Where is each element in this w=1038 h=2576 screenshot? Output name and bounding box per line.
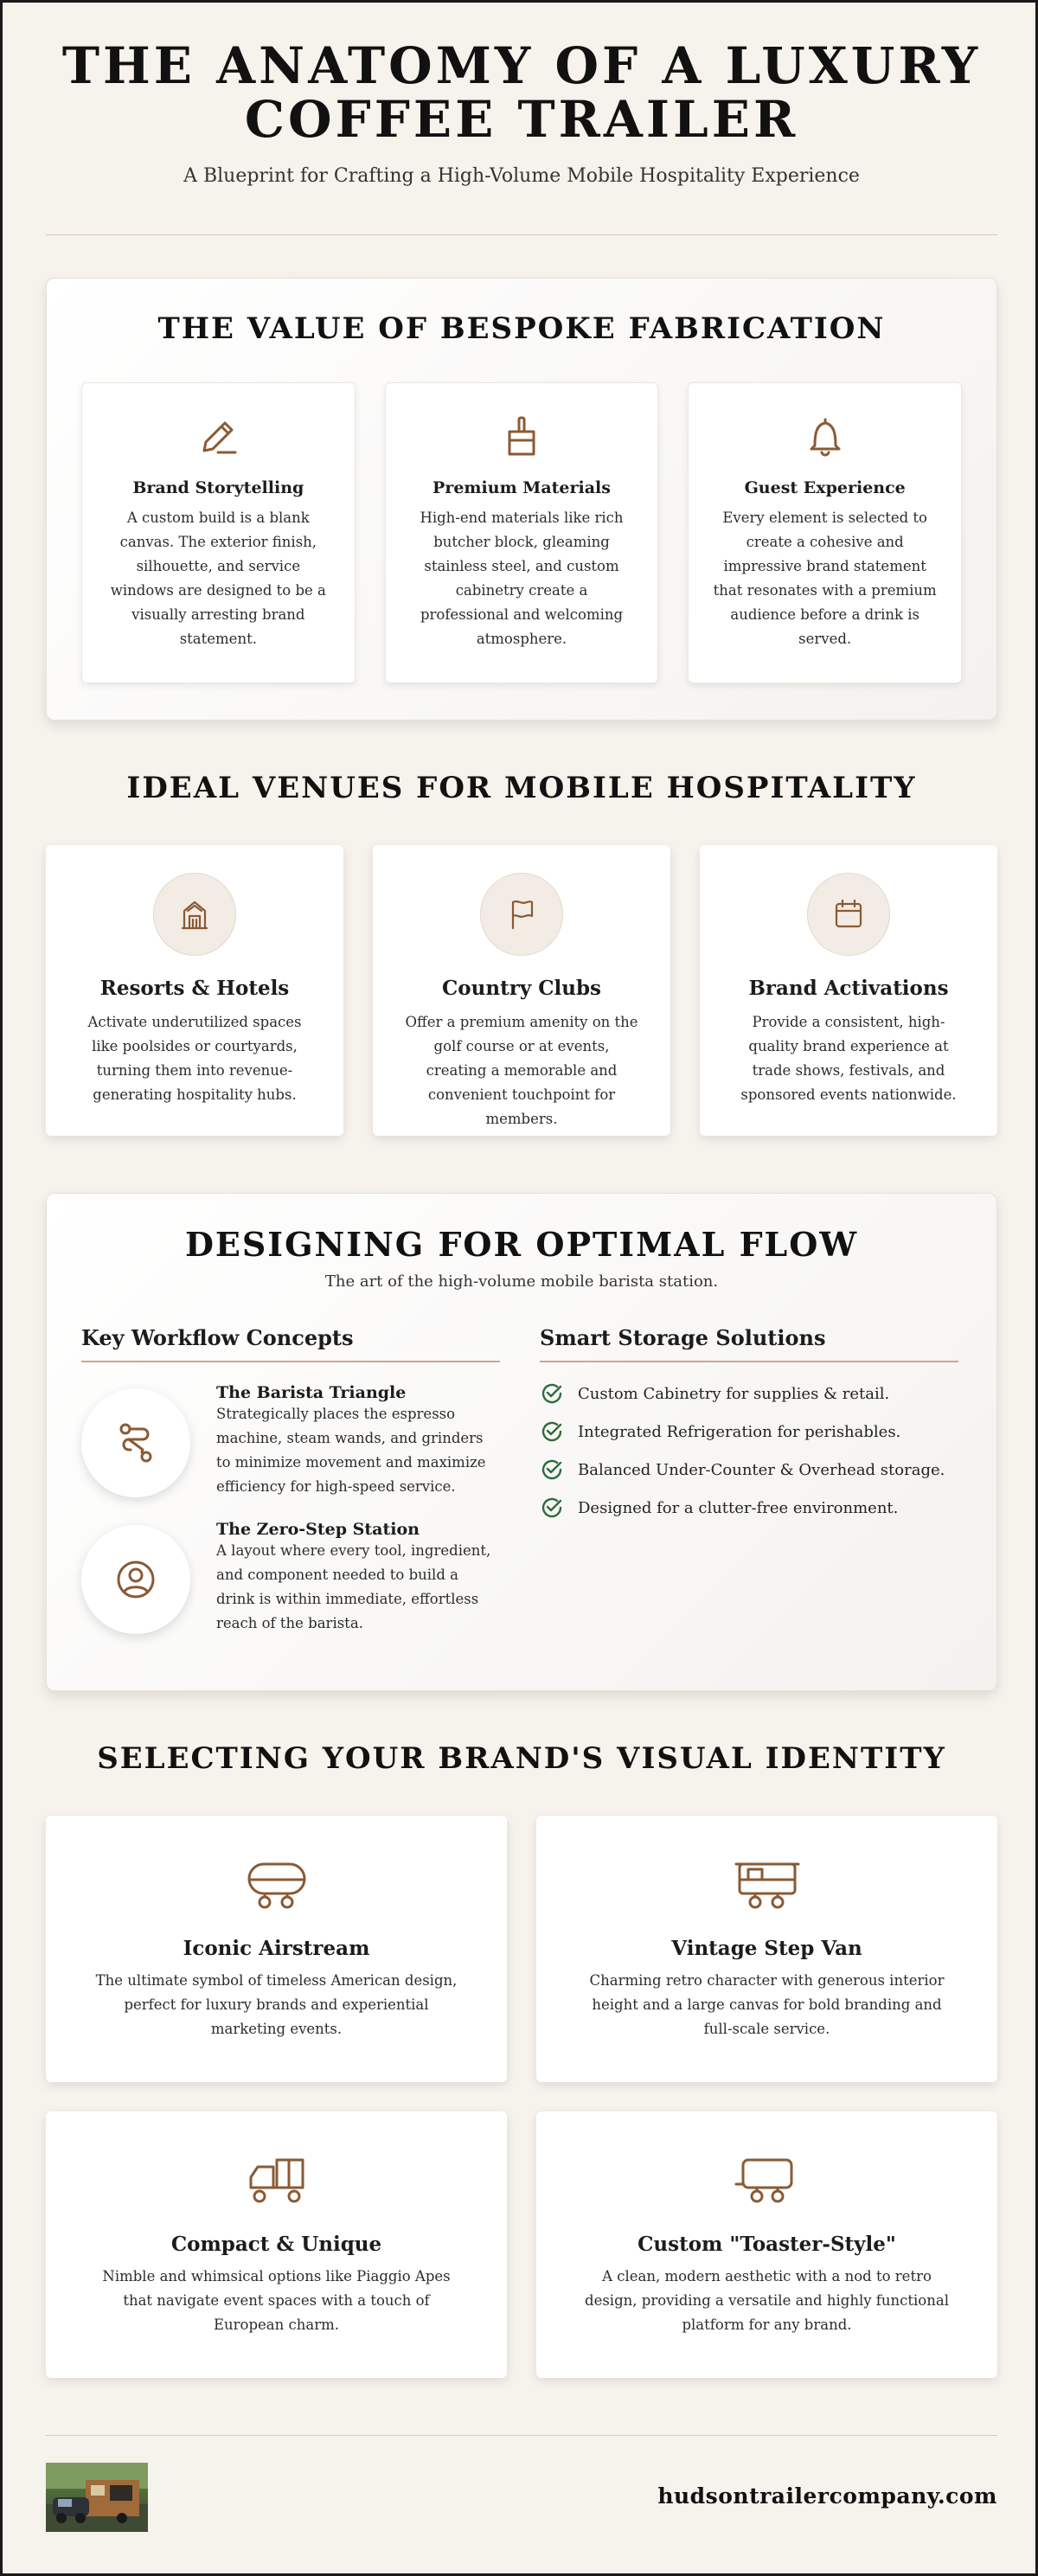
- concept-zero-step-station: [81, 1520, 500, 1636]
- check-circle-icon: [540, 1458, 564, 1482]
- card-title: Brand Storytelling: [132, 478, 304, 497]
- identity-section: [46, 1816, 997, 2378]
- flow-subtitle: The art of the high-volume mobile barista station.: [324, 1272, 719, 1291]
- toaster-trailer-icon: [734, 2195, 800, 2212]
- venues-section: [46, 845, 997, 1136]
- step-van-icon: [734, 1900, 800, 1916]
- identity-card-compact-unique: [46, 2111, 507, 2378]
- check-circle-icon: [540, 1496, 564, 1520]
- storage-heading: Smart Storage Solutions: [540, 1325, 958, 1362]
- identity-card-step-van: [536, 1816, 997, 2082]
- page-title: THE ANATOMY OF A LUXURY COFFEE TRAILER: [61, 36, 982, 149]
- identity-title: SELECTING YOUR BRAND'S VISUAL IDENTITY: [97, 1741, 946, 1776]
- card-text: High-end materials like rich butcher block, gleaming stainless steel, and custom cabinetry create a professional and welcoming atmosphere.: [420, 509, 624, 647]
- concept-title: The Barista Triangle: [216, 1383, 407, 1402]
- workflow-concepts: [81, 1325, 500, 1636]
- venues-title: IDEAL VENUES FOR MOBILE HOSPITALITY: [126, 771, 917, 805]
- route-icon: [81, 1388, 190, 1497]
- storage-item-label: Custom Cabinetry for supplies & retail.: [578, 1384, 890, 1403]
- coffee-trailer-photo: [46, 2463, 148, 2532]
- card-text: Every element is selected to create a cohesive and impressive brand statement that resonates with a premium audience before a drink is served.: [713, 509, 937, 647]
- hotel-icon: [153, 873, 236, 956]
- card-title: Iconic Airstream: [183, 1937, 370, 1960]
- card-text: Activate underutilized spaces like poolsides or courtyards, turning them into revenue-generating hospitality hubs.: [87, 1014, 302, 1103]
- storage-item: [540, 1451, 958, 1489]
- flag-icon: [480, 873, 563, 956]
- bespoke-title: THE VALUE OF BESPOKE FABRICATION: [157, 311, 886, 346]
- storage-list: [540, 1375, 958, 1527]
- identity-card-toaster-style: [536, 2111, 997, 2378]
- storage-item-label: Designed for a clutter-free environment.: [578, 1498, 899, 1517]
- card-title: Compact & Unique: [170, 2233, 382, 2256]
- card-text: A clean, modern aesthetic with a nod to retro design, providing a versatile and highly functional platform for any brand.: [585, 2268, 949, 2333]
- check-circle-icon: [540, 1419, 564, 1444]
- card-title: Resorts & Hotels: [99, 977, 290, 1000]
- card-title: Brand Activations: [748, 977, 949, 1000]
- bell-icon: [799, 450, 851, 466]
- storage-item-label: Integrated Refrigeration for perishables.: [578, 1422, 901, 1441]
- concept-barista-triangle: [81, 1383, 500, 1499]
- storage-solutions: [540, 1325, 958, 1527]
- pen-icon: [192, 450, 244, 466]
- footer: [46, 2463, 997, 2532]
- flow-title: DESIGNING FOR OPTIMAL FLOW: [184, 1225, 859, 1264]
- storage-item: [540, 1489, 958, 1527]
- bespoke-card-brand-storytelling: [81, 382, 356, 683]
- card-title: Country Clubs: [442, 977, 601, 1000]
- bespoke-card-guest-experience: [688, 382, 962, 683]
- page-subtitle: A Blueprint for Crafting a High-Volume Mobile Hospitality Experience: [183, 165, 860, 187]
- card-text: Provide a consistent, high-quality brand experience at trade shows, festivals, and sponsored events nationwide.: [740, 1014, 957, 1103]
- card-text: Charming retro character with generous interior height and a large canvas for bold branding and full-scale service.: [589, 1972, 945, 2037]
- card-title: Premium Materials: [432, 478, 611, 497]
- airstream-icon: [244, 1900, 310, 1916]
- material-brush-icon: [496, 450, 548, 466]
- card-text: The ultimate symbol of timeless American design, perfect for luxury brands and experiential marketing events.: [95, 1972, 458, 2037]
- concept-text: Strategically places the espresso machine, steam wands, and grinders to minimize movement and maximize efficiency for high-speed service.: [216, 1406, 486, 1495]
- bespoke-card-premium-materials: [385, 382, 659, 683]
- check-circle-icon: [540, 1381, 564, 1406]
- concepts-heading: Key Workflow Concepts: [81, 1325, 500, 1362]
- piaggio-ape-icon: [244, 2195, 310, 2212]
- venue-card-resorts-hotels: [46, 845, 343, 1136]
- card-title: Vintage Step Van: [671, 1937, 862, 1960]
- footer-divider: [46, 2435, 997, 2436]
- bespoke-section: [46, 278, 997, 721]
- card-text: Offer a premium amenity on the golf course or at events, creating a memorable and convenient touchpoint for members.: [405, 1014, 638, 1127]
- identity-card-airstream: [46, 1816, 507, 2082]
- venue-card-country-clubs: [373, 845, 670, 1136]
- card-text: A custom build is a blank canvas. The exterior finish, silhouette, and service windows are designed to be a visually arresting brand statement.: [110, 509, 326, 647]
- storage-item: [540, 1375, 958, 1413]
- website-link[interactable]: hudsontrailercompany.com: [657, 2483, 997, 2509]
- storage-item: [540, 1413, 958, 1451]
- calendar-icon: [807, 873, 890, 956]
- card-title: Guest Experience: [744, 478, 906, 497]
- user-circle-icon: [81, 1525, 190, 1634]
- page-header: [46, 36, 997, 187]
- card-text: Nimble and whimsical options like Piaggio Apes that navigate event spaces with a touch of European charm.: [102, 2268, 451, 2333]
- concept-title: The Zero-Step Station: [216, 1520, 420, 1539]
- venue-card-brand-activations: [700, 845, 997, 1136]
- flow-section: [46, 1193, 997, 1691]
- storage-item-label: Balanced Under-Counter & Overhead storage.: [578, 1460, 945, 1479]
- concept-text: A layout where every tool, ingredient, and component needed to build a drink is within immediate, effortless reach of the barista.: [216, 1542, 491, 1631]
- card-title: Custom "Toaster-Style": [638, 2233, 896, 2256]
- header-divider: [46, 234, 997, 235]
